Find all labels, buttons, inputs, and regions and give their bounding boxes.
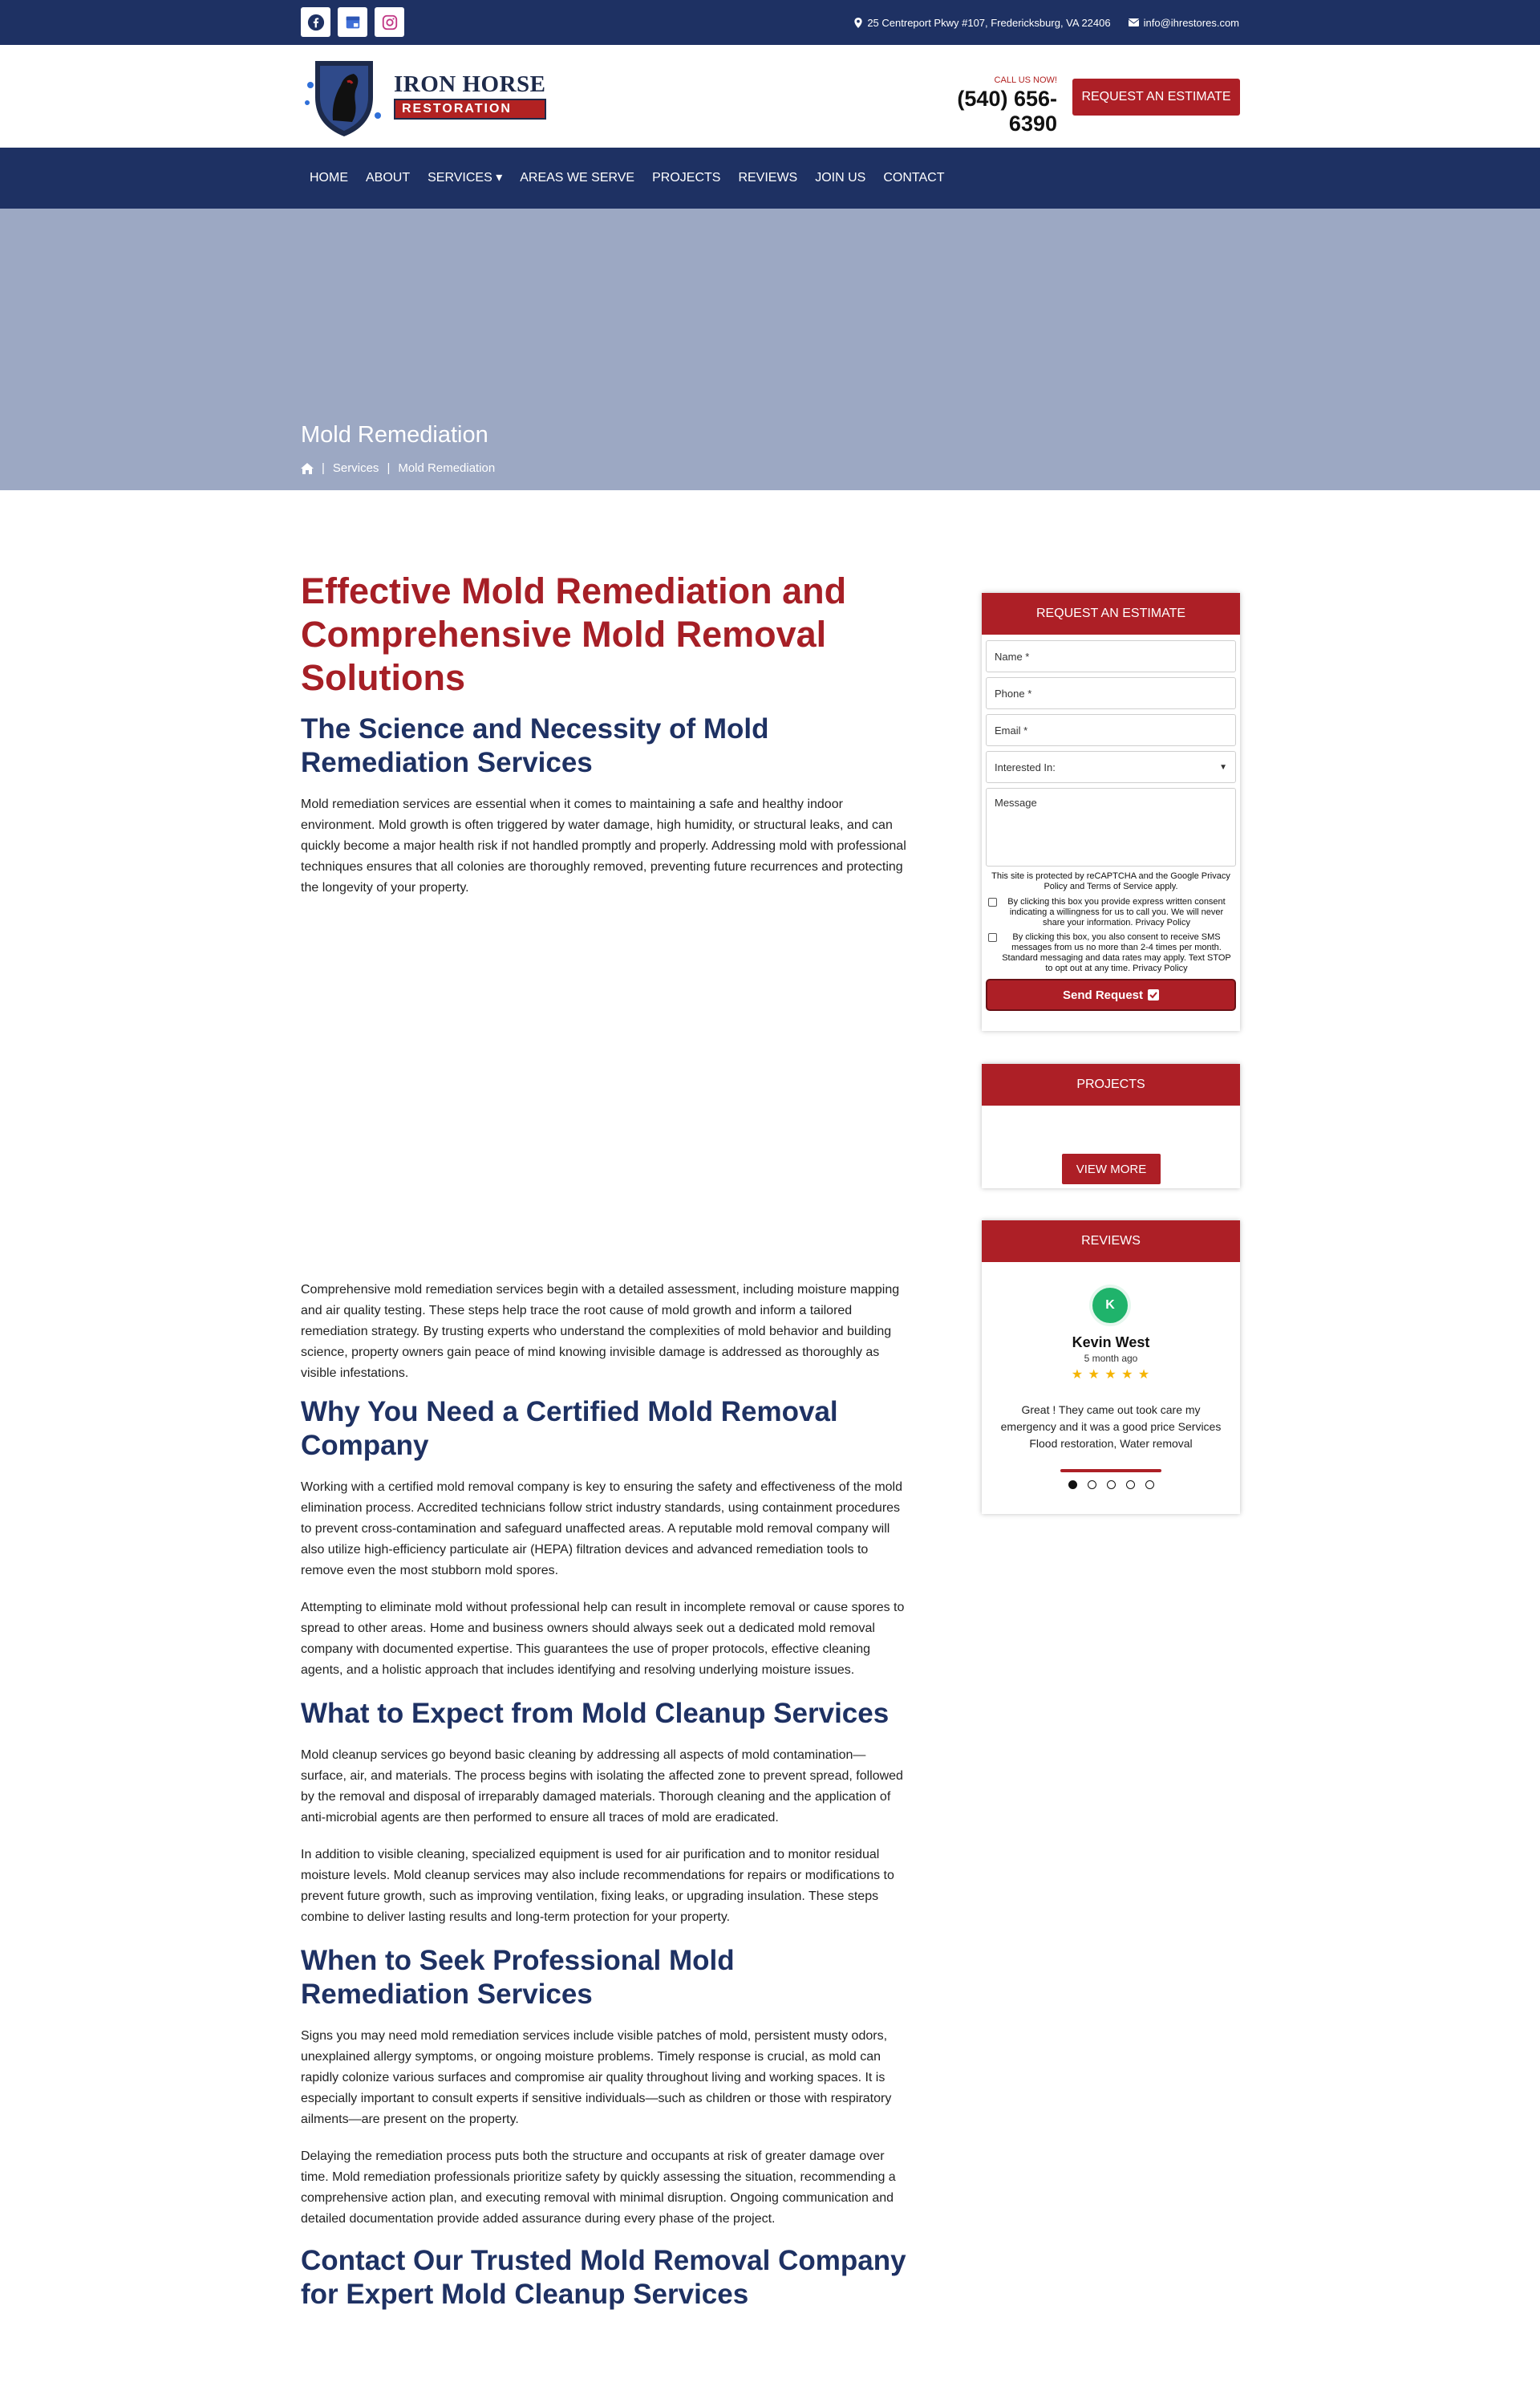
send-request-label: Send Request	[1062, 988, 1144, 1002]
site-header	[0, 45, 1540, 148]
estimate-form-title: REQUEST AN ESTIMATE	[982, 593, 1240, 635]
media-placeholder	[301, 899, 910, 1280]
carousel-dot-2[interactable]	[1088, 1480, 1096, 1489]
logo[interactable]	[301, 53, 549, 140]
breadcrumb-current: Mold Remediation	[398, 461, 496, 475]
nav-item-services[interactable]: SERVICES ▾	[428, 171, 503, 185]
google-business-link[interactable]	[338, 7, 367, 37]
logo-wordmark	[394, 73, 546, 120]
reviews-card	[982, 1220, 1240, 1514]
reviews-title: REVIEWS	[982, 1220, 1240, 1262]
sms-consent	[982, 932, 1240, 974]
heading-expect: What to Expect from Mold Cleanup Services	[301, 1698, 890, 1729]
main-content	[301, 570, 910, 2312]
review-time: 5 month ago	[1084, 1353, 1138, 1364]
paragraph-certified-2: Attempting to eliminate mold without professional help can result in incomplete removal or cause spores to spread to other areas. Home and business owners should always seek out a dedicated mold removal company with documented expertise. This guarantees the use of proper protocols, effective cleaning agents, and a holistic approach that includes identifying and resolving underlying moisture issues.	[301, 1601, 905, 1677]
breadcrumb-separator: |	[322, 461, 325, 475]
address[interactable]	[854, 17, 1110, 29]
home-icon[interactable]	[301, 463, 314, 474]
heading-contact: Contact Our Trusted Mold Removal Company for Expert Mold Cleanup Services	[301, 2245, 906, 2310]
projects-card	[982, 1064, 1240, 1188]
message-placeholder: Message	[995, 797, 1037, 809]
call-consent-text: By clicking this box you provide express written consent indicating a willingness for us to call you. We will never share your information. Privacy Policy	[1007, 897, 1226, 927]
carousel-dot-4[interactable]	[1126, 1480, 1135, 1489]
address-text: 25 Centreport Pkwy #107, Fredericksburg, VA 22406	[867, 16, 1111, 29]
social-links	[301, 7, 404, 37]
name-placeholder: Name *	[995, 650, 1030, 663]
reviewer-name: Kevin West	[1072, 1334, 1150, 1350]
main-nav	[0, 148, 1540, 209]
email[interactable]	[1129, 17, 1239, 29]
logo-line-2: RESTORATION	[394, 99, 546, 120]
message-field[interactable]	[986, 788, 1236, 867]
top-contact	[854, 0, 1239, 45]
recaptcha-notice: This site is protected by reCAPTCHA and the Google Privacy Policy and Terms of Service apply.	[991, 871, 1230, 891]
phone-number[interactable]: (540) 656-6390	[957, 87, 1057, 136]
email-text: info@ihrestores.com	[1143, 16, 1239, 29]
heading-certified: Why You Need a Certified Mold Removal Company	[301, 1396, 838, 1461]
nav-item-contact[interactable]: CONTACT	[883, 171, 945, 185]
facebook-link[interactable]	[301, 7, 330, 37]
sms-consent-text: By clicking this box, you also consent to receive SMS messages from us no more than 2-4 times per month. Standard messaging and data rates may apply. Text STOP to opt out at any time. Privacy Policy	[1002, 932, 1231, 973]
send-request-button[interactable]	[986, 979, 1236, 1011]
paragraph-comprehensive: Comprehensive mold remediation services begin with a detailed assessment, including moisture mapping and air quality testing. These steps help trace the root cause of mold growth and inform a tailored remediation strategy. By trusting experts who understand the complexities of mold behavior and building science, property owners gain peace of mind knowing invisible damage is addressed as thoroughly as visible infestations.	[301, 1283, 900, 1380]
instagram-link[interactable]	[375, 7, 404, 37]
sms-consent-checkbox[interactable]	[988, 933, 997, 942]
projects-title: PROJECTS	[982, 1064, 1240, 1106]
page-hero	[0, 209, 1540, 490]
breadcrumb-services[interactable]: Services	[332, 461, 379, 475]
review-text: Great ! They came out took care my emergency and it was a good price Services Flood restoration, Water removal	[1000, 1403, 1222, 1450]
carousel-dot-3[interactable]	[1107, 1480, 1116, 1489]
review-progress-bar	[1060, 1469, 1161, 1472]
call-now-label: CALL US NOW!	[994, 75, 1057, 85]
view-more-button[interactable]: VIEW MORE	[1062, 1154, 1161, 1184]
page-title: Mold Remediation	[301, 422, 488, 448]
nav-item-areas[interactable]: AREAS WE SERVE	[520, 171, 635, 185]
paragraph-science: Mold remediation services are essential when it comes to maintaining a safe and healthy indoor environment. Mold growth is often triggered by water damage, high humidity, or structural leaks, and can quickly become a major health risk if not handled promptly and properly. Addressing mold with professional techniques ensures that all colonies are thoroughly removed, preventing future recurrences and protecting the longevity of your property.	[301, 798, 906, 895]
top-bar	[0, 0, 1540, 45]
avatar: K	[1089, 1285, 1131, 1326]
checkbox-icon	[1148, 989, 1159, 1001]
nav-item-about[interactable]: ABOUT	[366, 171, 411, 185]
paragraph-when-1: Signs you may need mold remediation services include visible patches of mold, persistent musty odors, unexplained allergy symptoms, or ongoing moisture problems. Timely response is crucial, as mold can rapidly colonize various surfaces and compromise air quality throughout living and working spaces. It is especially important to consult experts if sensitive individuals—such as children or those with respiratory ailments—are present on the property.	[301, 2029, 892, 2126]
estimate-form-card	[982, 593, 1240, 1031]
map-pin-icon	[854, 18, 862, 28]
heading-when: When to Seek Professional Mold Remediation Services	[301, 1945, 735, 2010]
nav-item-join-us[interactable]: JOIN US	[815, 171, 866, 185]
caret-down-icon: ▼	[1219, 762, 1227, 772]
paragraph-expect-1: Mold cleanup services go beyond basic cleaning by addressing all aspects of mold contamination—surface, air, and materials. The process begins with isolating the affected zone to prevent spread, followed by the removal and disposal of irreparably damaged materials. Thorough cleaning and the application of anti-microbial agents are then performed to ensure all traces of mold are eradicated.	[301, 1748, 903, 1825]
google-business-icon	[344, 14, 362, 31]
nav-item-reviews[interactable]: REVIEWS	[738, 171, 798, 185]
star-rating: ★ ★ ★ ★ ★	[1071, 1368, 1151, 1382]
breadcrumb-separator: |	[387, 461, 391, 475]
request-estimate-button[interactable]: REQUEST AN ESTIMATE	[1072, 79, 1240, 116]
paragraph-certified-1: Working with a certified mold removal company is key to ensuring the safety and effectiveness of the mold elimination process. Accredited technicians follow strict industry standards, using containment procedures to prevent cross-contamination and safeguard unaffected areas. A reputable mold removal company will also utilize high-efficiency particulate air (HEPA) filtration devices and advanced remediation tools to remove even the most stubborn mold spores.	[301, 1480, 902, 1577]
heading-science: The Science and Necessity of Mold Remediation Services	[301, 713, 769, 778]
facebook-icon	[307, 14, 325, 31]
carousel-dots	[982, 1480, 1240, 1489]
interested-in-select[interactable]	[986, 751, 1236, 783]
interested-in-value: Interested In:	[995, 761, 1056, 773]
carousel-dot-1[interactable]	[1068, 1480, 1077, 1489]
paragraph-expect-2: In addition to visible cleaning, specialized equipment is used for air purification and to monitor residual moisture levels. Mold cleanup services may also include recommendations for repairs or modifications to prevent future growth, such as improving ventilation, fixing leaks, or upgrading insulation. These steps combine to deliver lasting results and long-term protection for your property.	[301, 1848, 894, 1924]
phone-field[interactable]	[986, 677, 1236, 709]
paragraph-when-2: Delaying the remediation process puts both the structure and occupants at risk of greater damage over time. Mold remediation professionals prioritize safety by quickly assessing the situation, recommending a comprehensive action plan, and executing removal with minimal disruption. Ongoing communication and detailed documentation provide added assurance during every phase of the project.	[301, 2149, 896, 2226]
envelope-icon	[1129, 18, 1139, 26]
main-headline: Effective Mold Remediation and Comprehensive Mold Removal Solutions	[301, 570, 847, 698]
instagram-icon	[381, 14, 399, 31]
carousel-dot-5[interactable]	[1145, 1480, 1154, 1489]
name-field[interactable]	[986, 640, 1236, 672]
call-consent-checkbox[interactable]	[988, 898, 997, 907]
email-field[interactable]	[986, 714, 1236, 746]
call-consent	[982, 897, 1240, 928]
nav-item-home[interactable]: HOME	[310, 171, 348, 185]
nav-item-projects[interactable]: PROJECTS	[652, 171, 721, 185]
call-box	[910, 75, 1057, 136]
breadcrumb	[301, 461, 495, 475]
horse-shield-icon	[301, 53, 387, 140]
phone-placeholder: Phone *	[995, 687, 1032, 700]
logo-line-1: IRON HORSE	[394, 71, 546, 97]
email-placeholder: Email *	[995, 724, 1028, 737]
